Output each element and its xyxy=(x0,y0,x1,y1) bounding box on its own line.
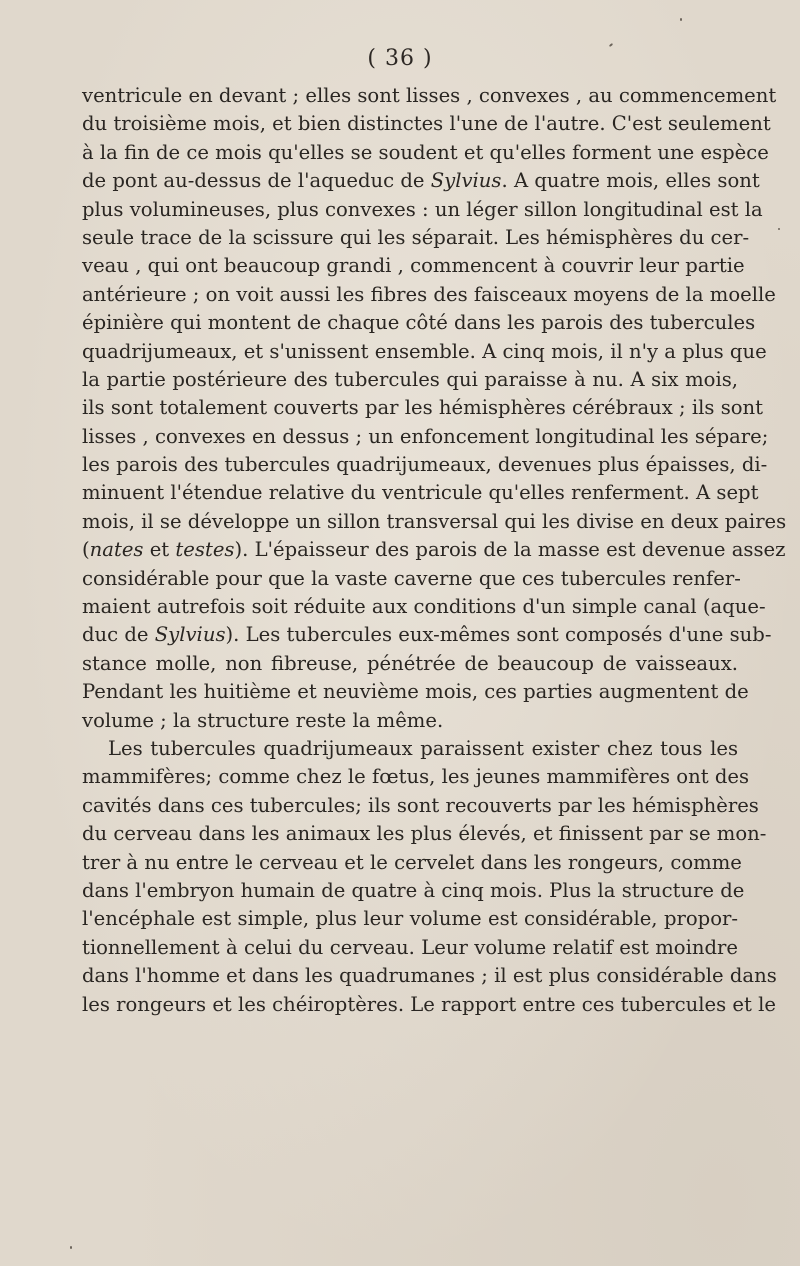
paper-speck xyxy=(778,228,780,230)
text-run: ventricule en devant ; elles sont lisses , convexes , au commencement xyxy=(82,84,777,107)
text-run: . A quatre mois, elles sont xyxy=(501,169,760,193)
text-run: minuent l'étendue relative du ventricule qu'elles renferment. A sept xyxy=(82,481,759,505)
text-line xyxy=(82,423,769,451)
text-line xyxy=(82,763,750,791)
text-run: maient autrefois soit réduite aux conditions d'un simple canal (aque- xyxy=(82,595,766,619)
text-run: Pendant les huitième et neuvième mois, ces parties augmentent de xyxy=(82,680,749,704)
text-line xyxy=(82,621,772,649)
text-line xyxy=(82,991,776,1019)
text-run: l'encéphale est simple, plus leur volume est considérable, propor- xyxy=(82,907,738,931)
text-run: les rongeurs et les chéiroptères. Le rapport entre ces tubercules et le xyxy=(82,992,776,1016)
text-line xyxy=(82,934,738,962)
text-line xyxy=(82,735,738,763)
text-run: mammifères; comme chez le fœtus, les jeunes mammifères ont des xyxy=(82,765,750,789)
text-line xyxy=(82,167,760,195)
text-line xyxy=(82,394,764,422)
text-run: les parois des tubercules quadrijumeaux, devenues plus épaisses, di- xyxy=(82,453,768,477)
text-run: dans l'embryon humain de quatre à cinq mois. Plus la structure de xyxy=(82,878,745,902)
text-run: ). L'épaisseur des parois de la masse est devenue assez xyxy=(234,538,786,562)
text-line xyxy=(82,536,786,564)
text-run: volume ; la structure reste la même. xyxy=(82,708,444,732)
text-line xyxy=(82,281,776,309)
text-line xyxy=(82,877,745,905)
italic-text: Sylvius xyxy=(430,169,502,193)
text-run: épinière qui montent de chaque côté dans les parois des tubercules xyxy=(82,311,756,335)
text-line xyxy=(82,905,738,933)
text-run: antérieure ; on voit aussi les fibres des faisceaux moyens de la moelle xyxy=(82,282,776,306)
text-line xyxy=(82,366,738,394)
text-run: ( xyxy=(82,538,90,562)
text-line xyxy=(82,593,766,621)
text-line xyxy=(82,650,738,678)
text-run: la partie postérieure des tubercules qui paraisse à nu. A six mois, xyxy=(82,367,738,391)
paper-speck xyxy=(70,1246,72,1249)
body-text xyxy=(82,82,787,1019)
text-run: à la fin de ce mois qu'elles se soudent et qu'elles forment une espèce xyxy=(82,140,769,164)
text-line xyxy=(82,820,767,848)
text-line xyxy=(82,962,777,990)
text-run: plus volumineuses, plus convexes : un léger sillon longitudinal est la xyxy=(82,197,763,221)
paper-speck xyxy=(680,18,682,21)
text-run: ils sont totalement couverts par les hémisphères cérébraux ; ils sont xyxy=(82,396,764,420)
text-run: dans l'homme et dans les quadrumanes ; il est plus considérable dans xyxy=(82,964,777,988)
text-line xyxy=(82,451,768,479)
text-line xyxy=(82,82,777,110)
text-run: et xyxy=(143,538,176,562)
text-run: Les tubercules quadrijumeaux paraissent exister chez tous les xyxy=(108,736,738,760)
text-run: du troisième mois, et bien distinctes l'une de l'autre. C'est seulement xyxy=(82,112,771,136)
text-run: quadrijumeaux, et s'unissent ensemble. A cinq mois, il n'y a plus que xyxy=(82,339,767,363)
text-line xyxy=(82,252,745,280)
text-run: mois, il se développe un sillon transversal qui les divise en deux paires xyxy=(82,509,787,533)
text-run: lisses , convexes en dessus ; un enfoncement longitudinal les sépare; xyxy=(82,424,769,448)
text-line xyxy=(82,196,763,224)
text-run: duc de xyxy=(82,623,155,647)
text-line xyxy=(82,338,767,366)
text-run: seule trace de la scissure qui les séparait. Les hémisphères du cer- xyxy=(82,225,750,249)
text-line xyxy=(82,792,759,820)
text-line xyxy=(82,565,741,593)
text-line xyxy=(82,110,771,138)
text-line xyxy=(82,849,742,877)
text-line xyxy=(82,508,787,536)
text-run: cavités dans ces tubercules; ils sont recouverts par les hémisphères xyxy=(82,793,759,817)
text-line xyxy=(82,707,738,735)
text-run: du cerveau dans les animaux les plus élevés, et finissent par se mon- xyxy=(82,822,767,846)
text-line xyxy=(82,309,756,337)
text-line xyxy=(82,678,749,706)
text-run: de pont au-dessus de l'aqueduc de xyxy=(82,169,431,193)
text-line xyxy=(82,479,759,507)
page-number: ( 36 ) xyxy=(367,46,433,71)
text-run: tionnellement à celui du cerveau. Leur volume relatif est moindre xyxy=(82,935,738,959)
text-line xyxy=(82,139,769,167)
text-line xyxy=(82,224,750,252)
text-run: stance molle, non fibreuse, pénétrée de beaucoup de vaisseaux. xyxy=(82,651,738,675)
text-run: ). Les tubercules eux-mêmes sont composés d'une sub- xyxy=(225,623,772,647)
text-run: considérable pour que la vaste caverne que ces tubercules renfer- xyxy=(82,566,741,590)
italic-text: nates xyxy=(89,538,144,562)
italic-text: testes xyxy=(175,538,235,562)
text-run: veau , qui ont beaucoup grandi , commencent à couvrir leur partie xyxy=(82,254,745,278)
italic-text: Sylvius xyxy=(154,623,226,647)
text-run: trer à nu entre le cerveau et le cervelet dans les rongeurs, comme xyxy=(82,850,742,874)
